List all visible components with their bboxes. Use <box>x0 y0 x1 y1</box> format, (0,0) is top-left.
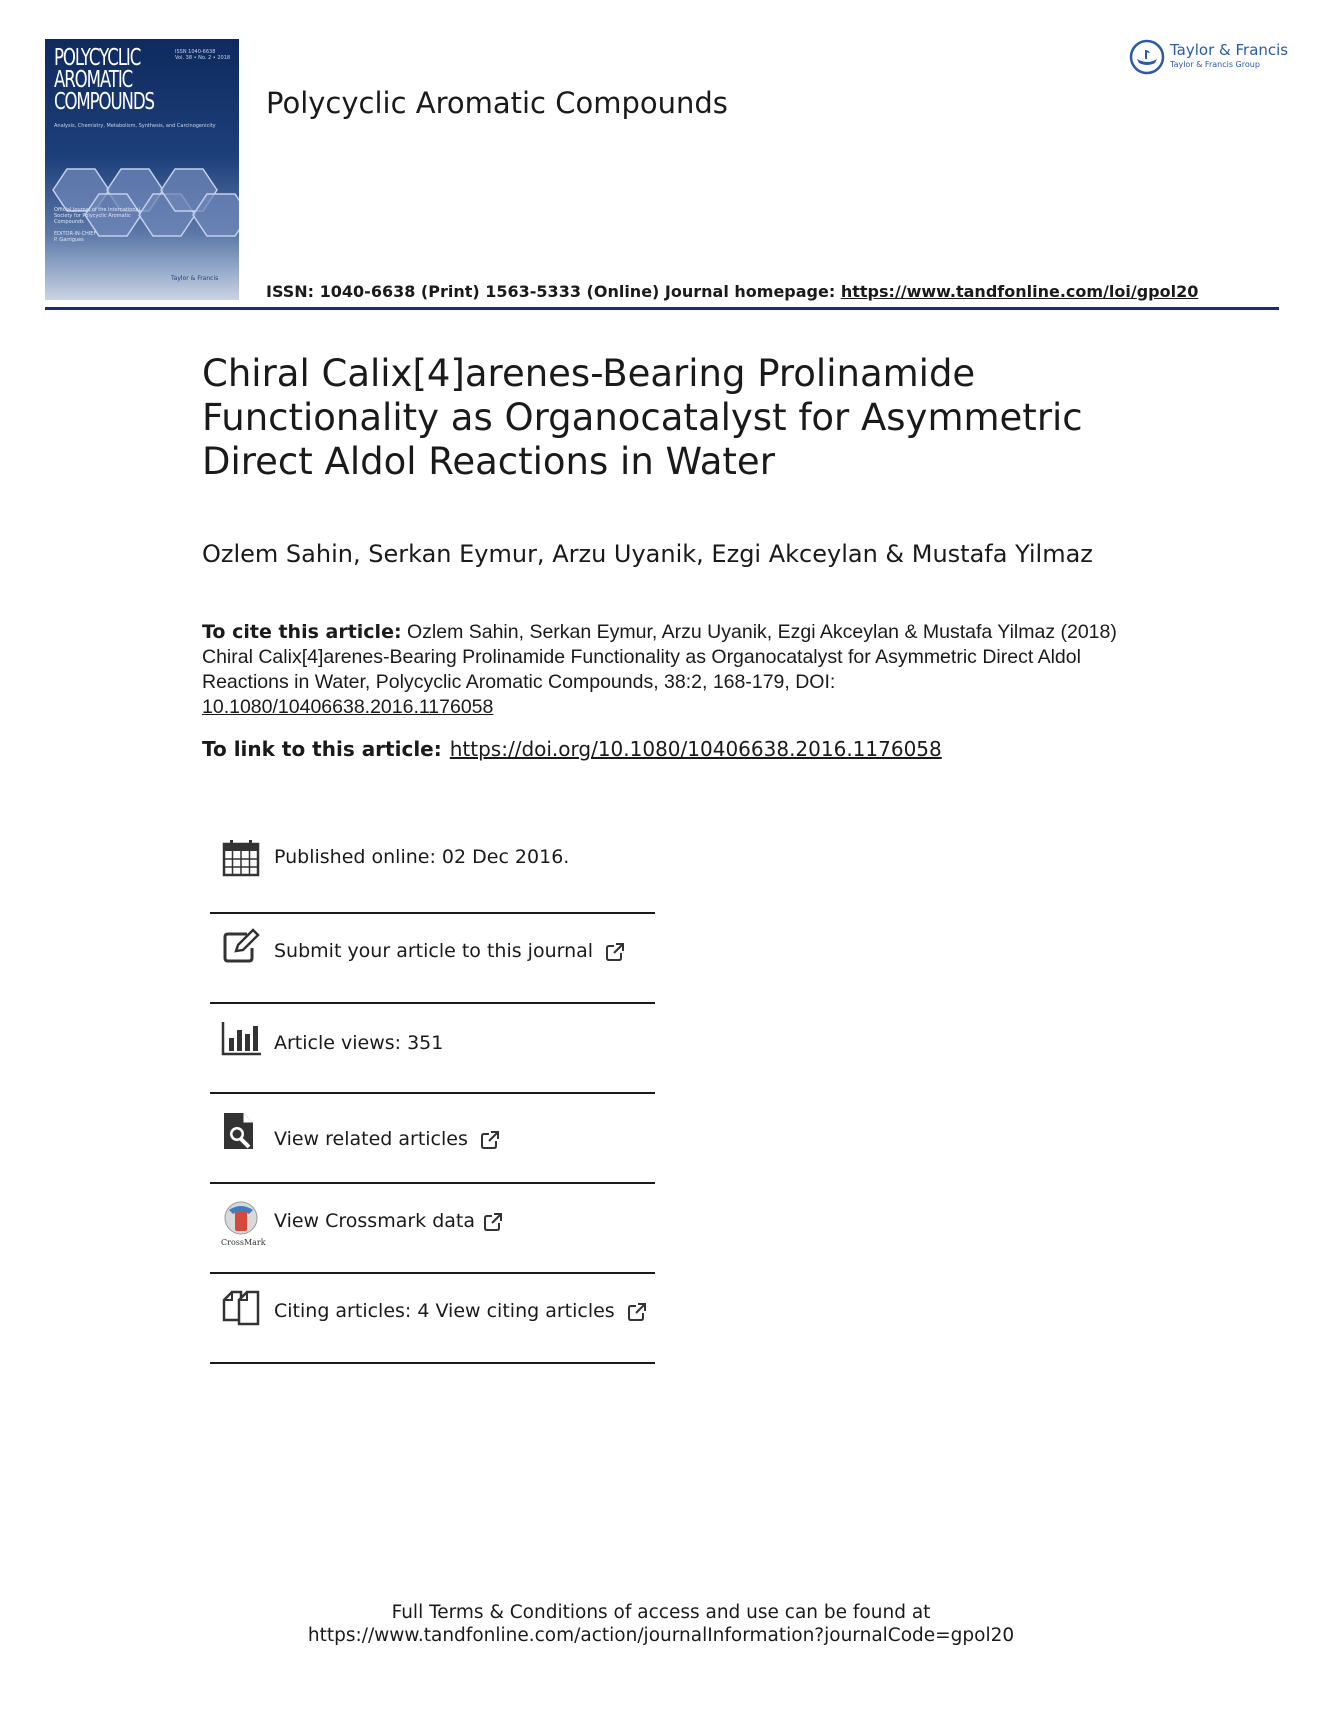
document-search-icon <box>221 1111 261 1151</box>
cover-subtitle: Analysis, Chemistry, Metabolism, Synthesis, and Carcinogenicity <box>54 123 216 129</box>
header-divider <box>45 307 1279 310</box>
cite-text: Ozlem Sahin, Serkan Eymur, Arzu Uyanik, Ezgi Akceylan & Mustafa Yilmaz (2018) Chiral Calix[4]arenes-Bearing Prolinamide Functionality as Organocatalyst for Asymmetric Direct Aldol Reactions in Water, Polycyclic Aromatic Compounds, 38:2, 168-179, DOI: <box>202 621 1117 693</box>
copy-documents-icon <box>221 1286 261 1326</box>
publisher-logo <box>1128 38 1288 78</box>
terms-link[interactable]: https://www.tandfonline.com/action/journalInformation?journalCode=gpol20 <box>307 1625 1015 1646</box>
edit-icon <box>221 926 261 966</box>
bar-chart-icon <box>221 1018 261 1058</box>
terms-footer <box>200 1601 1122 1647</box>
publisher-name: Taylor & Francis <box>1170 41 1289 59</box>
article-title: Chiral Calix[4]arenes-Bearing Prolinamide Functionality as Organocatalyst for Asymmetric Direct Aldol Reactions in Water <box>202 352 1083 483</box>
issn-line <box>266 282 1198 301</box>
cover-editor: EDITOR-IN-CHIEF P. Garrigues <box>54 231 97 243</box>
article-link-line <box>202 737 942 761</box>
cover-title: POLYCYCLIC AROMATIC COMPOUNDS <box>54 45 154 115</box>
article-authors: Ozlem Sahin, Serkan Eymur, Arzu Uyanik, Ezgi Akceylan & Mustafa Yilmaz <box>202 540 1093 568</box>
calendar-icon <box>221 838 261 878</box>
footer-text: Full Terms & Conditions of access and use can be found at <box>391 1602 931 1623</box>
crossmark-icon <box>221 1200 266 1248</box>
external-link-icon <box>480 1130 500 1150</box>
article-views: Article views: 351 <box>274 1032 444 1054</box>
related-articles-row[interactable] <box>210 1094 655 1182</box>
related-articles-link[interactable]: View related articles <box>274 1128 468 1150</box>
crossmark-link[interactable]: View Crossmark data <box>274 1210 476 1232</box>
publisher-group: Taylor & Francis Group <box>1170 60 1260 69</box>
submit-article-link[interactable]: Submit your article to this journal <box>274 940 594 962</box>
published-row <box>210 822 655 910</box>
cite-label: To cite this article: <box>202 621 402 643</box>
crossmark-logo-text: CrossMark <box>221 1238 266 1247</box>
external-link-icon <box>483 1212 503 1232</box>
external-link-icon <box>627 1302 647 1322</box>
journal-name: Polycyclic Aromatic Compounds <box>266 86 728 120</box>
taylor-francis-logo-icon <box>1128 38 1166 76</box>
cite-doi-link[interactable]: 10.1080/10406638.2016.1176058 <box>202 696 494 718</box>
published-date: Published online: 02 Dec 2016. <box>274 846 570 868</box>
article-views-row <box>210 1004 655 1092</box>
citation-block <box>202 620 1132 720</box>
link-label: To link to this article: <box>202 737 442 761</box>
row-divider <box>210 1362 655 1364</box>
cover-issn: ISSN 1040-6638 Vol. 38 • No. 2 • 2018 <box>175 49 231 61</box>
citing-articles-row[interactable] <box>210 1274 655 1362</box>
journal-homepage-link[interactable]: https://www.tandfonline.com/loi/gpol20 <box>840 282 1199 301</box>
submit-article-row[interactable] <box>210 914 655 1002</box>
article-doi-link[interactable]: https://doi.org/10.1080/10406638.2016.1176058 <box>449 737 942 761</box>
cover-publisher: Taylor & Francis <box>171 275 219 282</box>
citing-articles-link[interactable]: Citing articles: 4 View citing articles <box>274 1300 615 1322</box>
issn-text: ISSN: 1040-6638 (Print) 1563-5333 (Online) Journal homepage: <box>266 282 841 301</box>
journal-cover-image <box>45 39 239 300</box>
external-link-icon <box>605 942 625 962</box>
cover-official-text: Official Journal of the International Society for Polycyclic Aromatic Compounds <box>54 207 140 225</box>
crossmark-row[interactable] <box>210 1184 655 1272</box>
